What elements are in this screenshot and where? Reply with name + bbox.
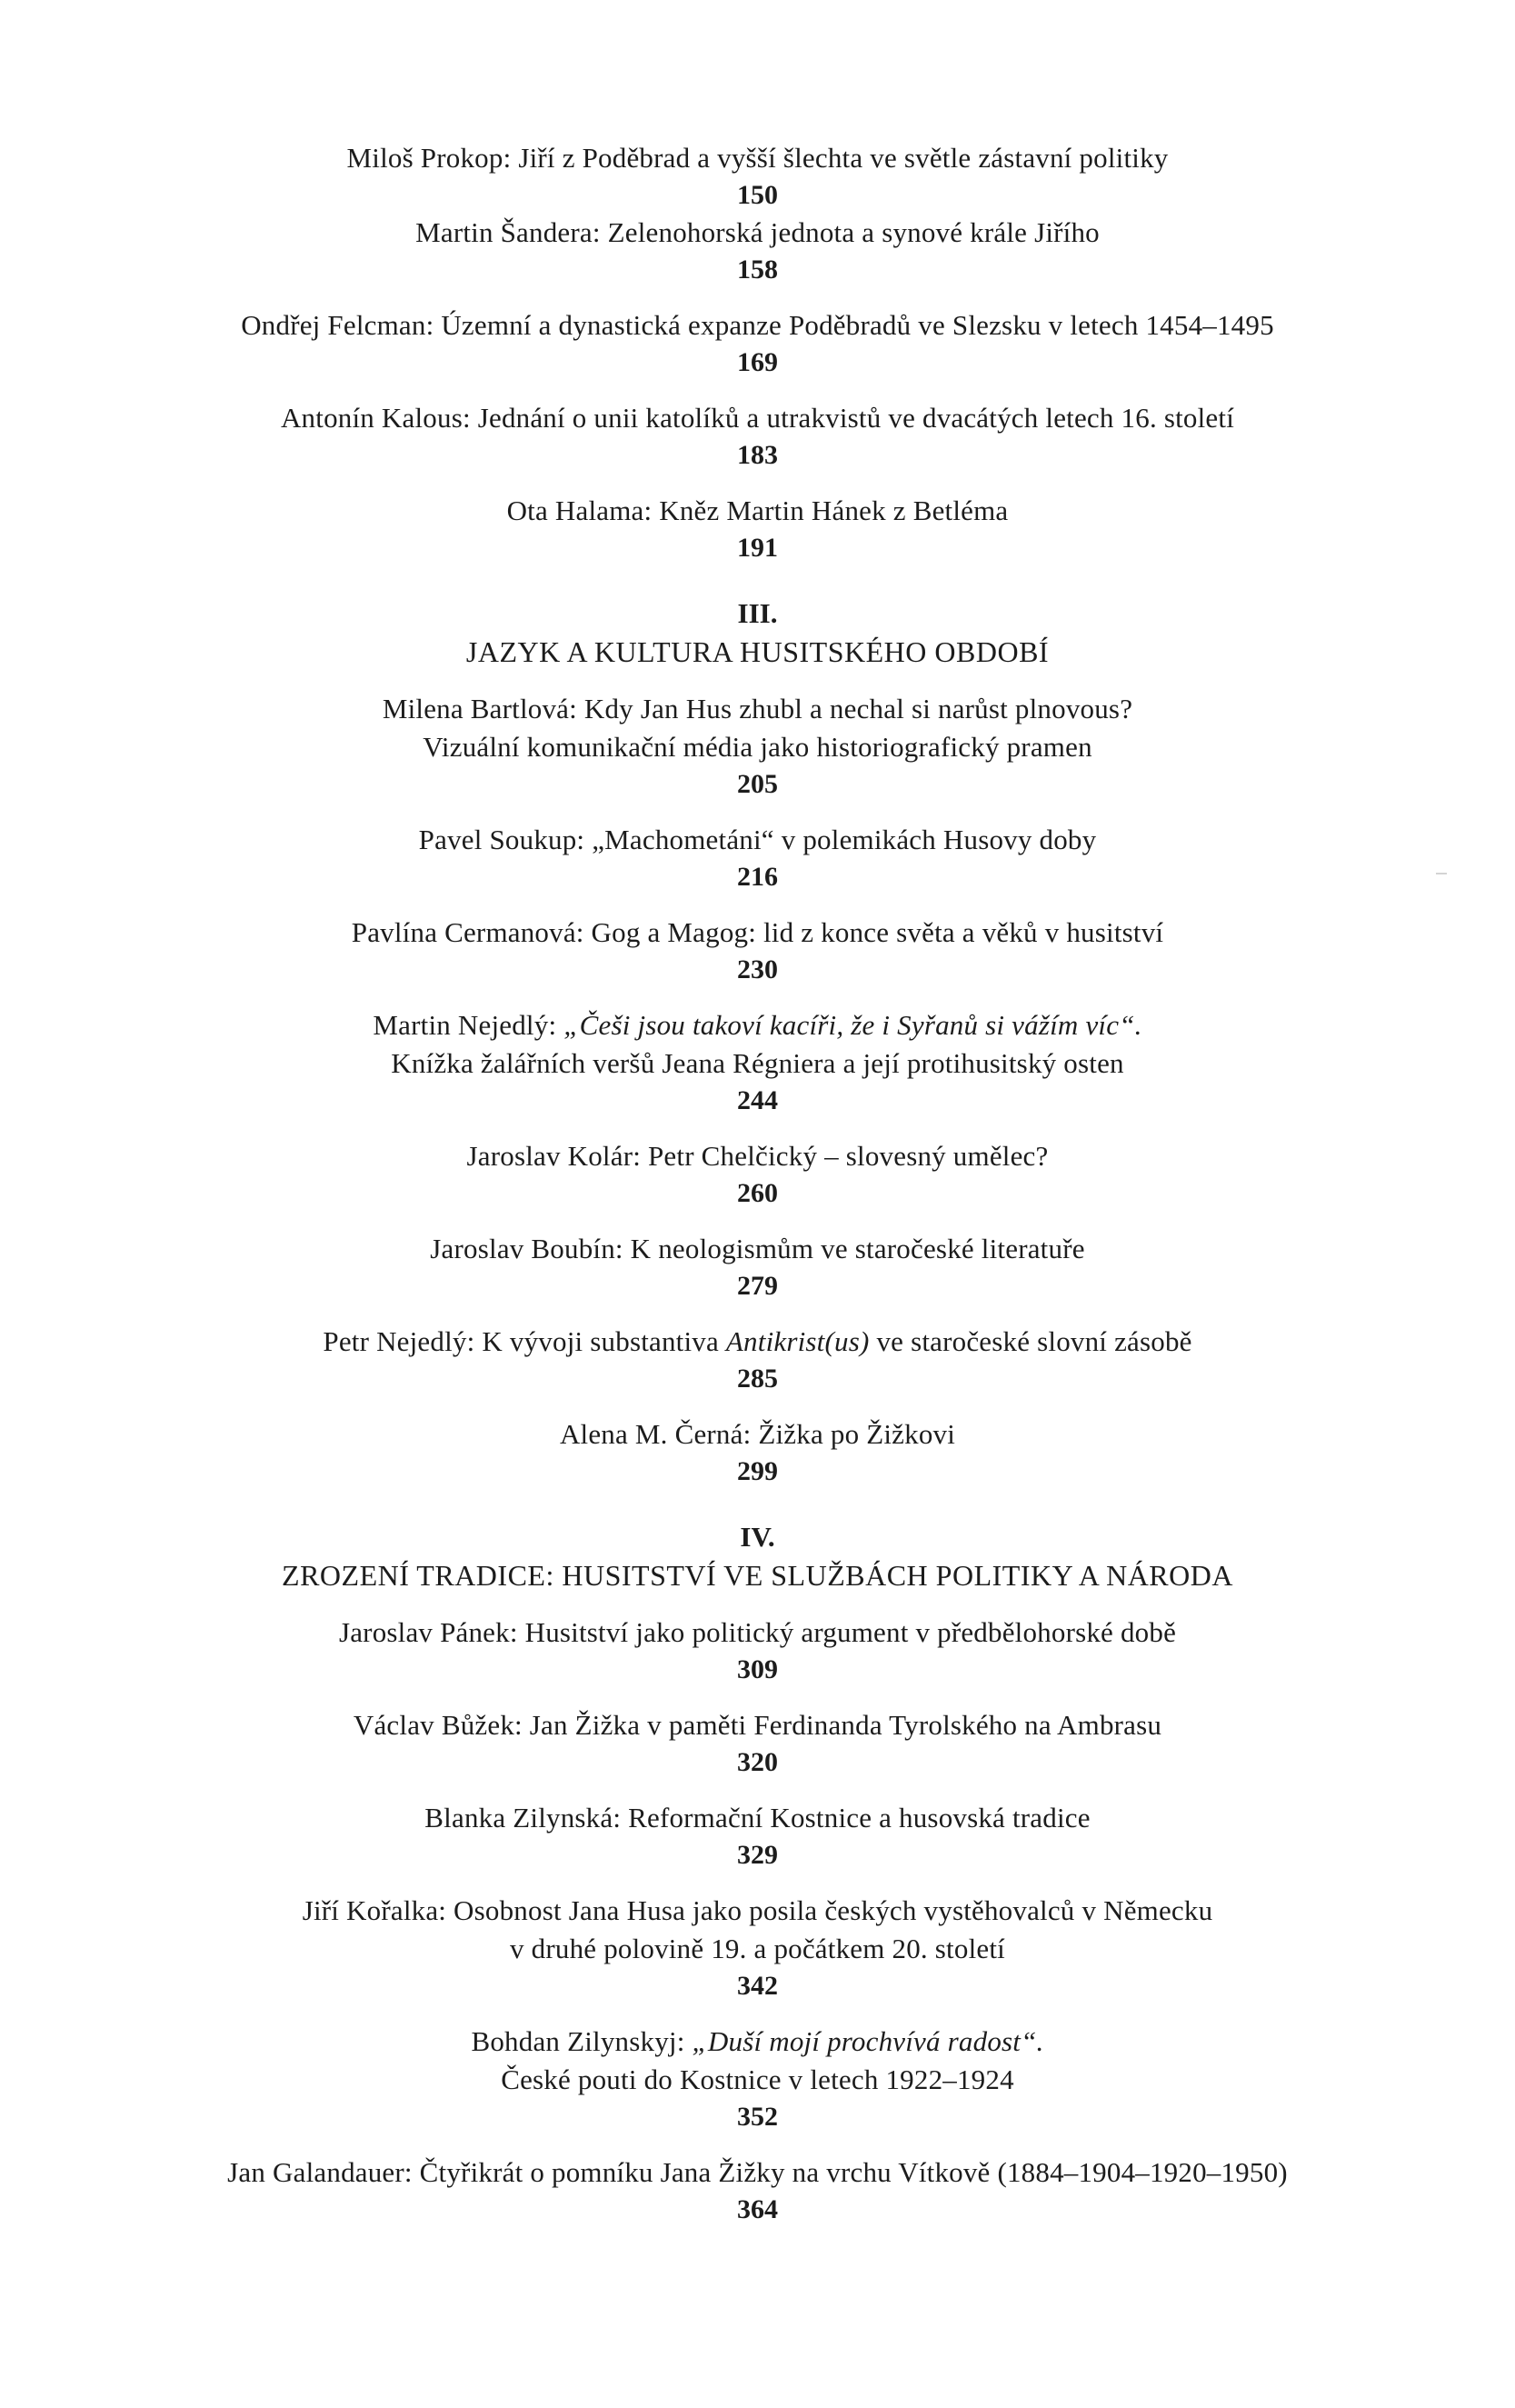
toc-entry [76,1706,1440,1781]
entry-italic-quote: „Češi jsou takoví kacíři, že i Syřanů si vážím víc“. [563,1009,1142,1041]
entry-page-number: 216 [737,862,778,892]
toc-entry [76,1137,1440,1212]
entry-subtitle: Knížka žalářních veršů Jeana Régniera a její protihusitský osten [391,1047,1124,1079]
entry-title: Pavel Soukup: „Machometáni“ v polemikách Husovy doby [418,824,1097,855]
entry-title: Jiří Kořalka: Osobnost Jana Husa jako posila českých vystěhovalců v Německu [302,1894,1213,1926]
toc-entry [76,690,1440,803]
section-numeral: III. [737,597,778,629]
entry-title: Jaroslav Boubín: K neologismům ve staročeské literatuře [430,1233,1085,1264]
entry-title: Miloš Prokop: Jiří z Poděbrad a vyšší šlechta ve světle zástavní politiky [346,142,1169,174]
entry-title: Martin Šandera: Zelenohorská jednota a synové krále Jiřího [415,216,1100,248]
entry-author: Martin Nejedlý: [373,1009,564,1041]
entry-page-number: 342 [737,1971,778,2001]
entry-author: Petr Nejedlý: K vývoji substantiva [323,1325,726,1357]
entry-title: Ondřej Felcman: Územní a dynastická expanze Poděbradů ve Slezsku v letech 1454–1495 [241,309,1274,341]
section-numeral: IV. [740,1521,775,1553]
entry-title: Jan Galandauer: Čtyřikrát o pomníku Jana Žižky na vrchu Vítkově (1884–1904–1920–1950) [227,2156,1288,2188]
entry-title: Václav Bůžek: Jan Žižka v paměti Ferdinanda Tyrolského na Ambrasu [353,1709,1162,1741]
entry-title: Jaroslav Kolár: Petr Chelčický – slovesný umělec? [466,1140,1049,1172]
toc-entry [76,214,1440,288]
section-title: ZROZENÍ TRADICE: HUSITSTVÍ VE SLUŽBÁCH POLITIKY A NÁRODA [282,1559,1233,1592]
entry-page-number: 191 [737,533,778,563]
entry-author: Bohdan Zilynskyj: [471,2025,693,2057]
entry-title: Milena Bartlová: Kdy Jan Hus zhubl a nechal si narůst plnovous? [382,693,1133,724]
entry-page-number: 299 [737,1456,778,1486]
entry-page-number: 309 [737,1654,778,1684]
toc-entry [76,139,1440,214]
toc-entry [76,1230,1440,1304]
entry-title: Alena M. Černá: Žižka po Žižkovi [559,1418,956,1450]
entry-page-number: 230 [737,954,778,984]
toc-entry [76,2023,1440,2135]
entry-title: Blanka Zilynská: Reformační Kostnice a husovská tradice [424,1802,1091,1833]
entry-page-number: 320 [737,1747,778,1777]
entry-italic-quote: „Duší mojí prochvívá radost“. [692,2025,1044,2057]
scan-artifact-mark [1436,873,1447,874]
entry-title [76,2023,1440,2061]
entry-title: Antonín Kalous: Jednání o unii katolíků a utrakvistů ve dvacátých letech 16. století [280,402,1235,434]
toc-entry [76,1415,1440,1490]
entry-subtitle: Vizuální komunikační média jako historiografický pramen [423,731,1092,763]
entry-page-number: 285 [737,1364,778,1394]
toc-entry [76,1892,1440,2004]
toc-entry [76,2153,1440,2228]
toc-entry [76,1799,1440,1873]
entry-title [76,1323,1440,1361]
entry-page-number: 260 [737,1178,778,1208]
entry-page-number: 183 [737,440,778,470]
toc-entry [76,399,1440,474]
entry-title-rest: ve staročeské slovní zásobě [869,1325,1192,1357]
section-heading [76,1519,1440,1595]
entry-page-number: 205 [737,769,778,799]
entry-title: Jaroslav Pánek: Husitství jako politický argument v předbělohorské době [338,1616,1177,1648]
entry-page-number: 329 [737,1840,778,1870]
entry-page-number: 364 [737,2194,778,2224]
toc-entry [76,1006,1440,1119]
section-title: JAZYK A KULTURA HUSITSKÉHO OBDOBÍ [465,635,1050,668]
entry-page-number: 169 [737,347,778,377]
entry-page-number: 158 [737,255,778,285]
entry-page-number: 244 [737,1085,778,1115]
entry-title [76,1006,1440,1044]
entry-italic-term: Antikrist(us) [725,1325,870,1357]
toc-entry [76,914,1440,988]
entry-title: Ota Halama: Kněz Martin Hánek z Betléma [506,495,1009,526]
toc-entry [76,306,1440,381]
entry-subtitle: v druhé polovině 19. a počátkem 20. století [510,1933,1005,1964]
toc-entry [76,821,1440,895]
toc-entry [76,1614,1440,1688]
toc-entry [76,1323,1440,1397]
toc-entry [76,492,1440,566]
entry-page-number: 279 [737,1271,778,1301]
entry-subtitle: České pouti do Kostnice v letech 1922–1924 [501,2063,1014,2095]
entry-title: Pavlína Cermanová: Gog a Magog: lid z konce světa a věků v husitství [351,916,1164,948]
entry-page-number: 150 [737,180,778,210]
section-heading [76,595,1440,672]
entry-page-number: 352 [737,2102,778,2132]
